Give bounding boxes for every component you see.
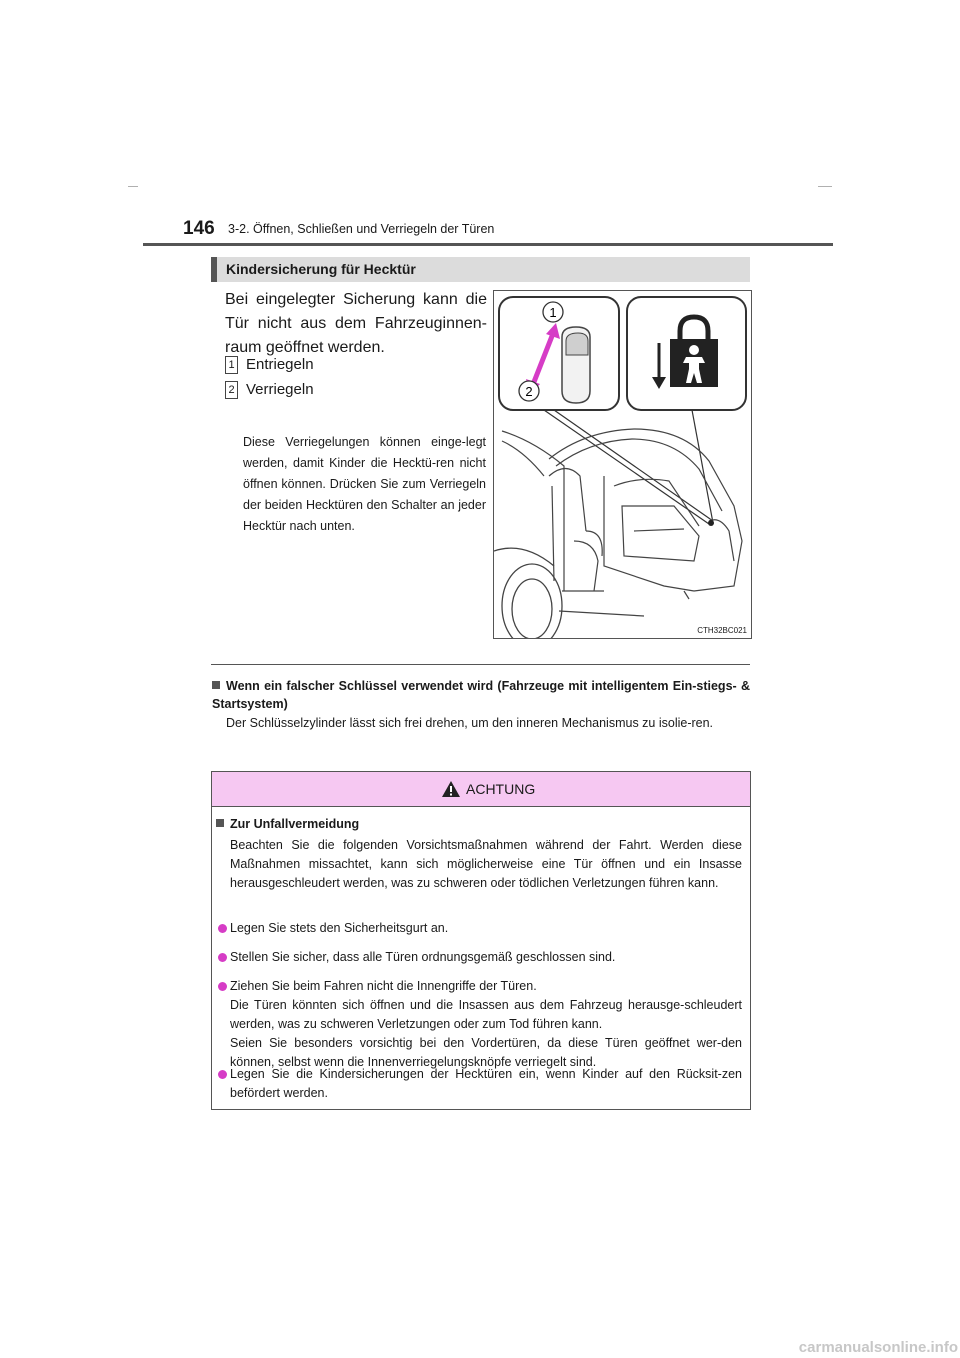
child-lock-illustration xyxy=(493,290,752,639)
section-title-bar xyxy=(211,257,750,282)
section-separator xyxy=(211,664,750,665)
warning-bullet xyxy=(216,977,742,1072)
crop-mark-left xyxy=(128,186,138,187)
square-bullet-icon xyxy=(216,819,224,827)
section-note: Diese Verriegelungen können einge-legt werden, damit Kinder die Hecktü-ren nicht öffnen können. Drücken Sie zum Verriegeln der beiden Hecktüren den Schalter an jeder Hecktür nach unten. xyxy=(243,435,486,533)
list-item-unlock xyxy=(225,356,314,374)
bullet-text: Stellen Sie sicher, dass alle Türen ordnungsgemäß geschlossen sind. xyxy=(230,950,616,964)
bullet-dot-icon xyxy=(218,924,227,933)
section-intro: Bei eingelegter Sicherung kann die Tür nicht aus dem Fahrzeuginnen-raum geöffnet werden. xyxy=(225,291,487,356)
crop-mark-right xyxy=(818,186,832,187)
list-item-label: Entriegeln xyxy=(246,356,314,373)
list-item-label: Verriegeln xyxy=(246,381,314,398)
warning-text: Beachten Sie die folgenden Vorsichtsmaßnahmen während der Fahrt. Werden diese Maßnahmen missachtet, kann sich möglicherweise eine Tür öffnen und ein Insasse herausgeschleudert werden, was zu schweren oder tödlichen Verletzungen führen kann. xyxy=(230,838,742,890)
warning-bullet xyxy=(216,1065,742,1103)
callout-1-label: 1 xyxy=(549,305,557,320)
bullet-text: Ziehen Sie beim Fahren nicht die Innengriffe der Türen. xyxy=(230,979,537,993)
bullet-dot-icon xyxy=(218,982,227,991)
warning-heading xyxy=(216,817,359,831)
bullet-dot-icon xyxy=(218,1070,227,1079)
section-title: Kindersicherung für Hecktür xyxy=(226,261,416,277)
header-rule xyxy=(143,243,833,246)
subsection-title: Wenn ein falscher Schlüssel verwendet wird (Fahrzeuge mit intelligentem Ein-stiegs- & Startsystem) xyxy=(212,679,750,711)
subsection-body: Der Schlüsselzylinder lässt sich frei drehen, um den inneren Mechanismus zu isolie-ren. xyxy=(226,716,714,730)
callout-2 xyxy=(519,381,539,401)
bullet-dot-icon xyxy=(218,953,227,962)
bullet-text: Die Türen könnten sich öffnen und die Insassen aus dem Fahrzeug herausge-schleudert werden, was zu schweren Verletzungen oder zum Tod führen kann. xyxy=(230,998,742,1031)
warning-triangle-icon xyxy=(441,780,461,798)
car-door-drawing xyxy=(494,291,751,638)
list-item-lock xyxy=(225,381,314,399)
callout-1 xyxy=(543,302,563,322)
square-bullet-icon xyxy=(212,681,220,689)
bullet-text: Legen Sie die Kindersicherungen der Hecktüren ein, wenn Kinder auf den Rücksit-zen befördert werden. xyxy=(230,1067,742,1100)
warning-heading-text: Zur Unfallvermeidung xyxy=(230,817,360,831)
watermark: carmanualsonline.info xyxy=(798,1339,958,1356)
warning-title-bar xyxy=(212,772,750,807)
subsection-heading xyxy=(212,677,750,713)
warning-label: ACHTUNG xyxy=(466,781,536,797)
figure-code: CTH32BC021 xyxy=(697,626,747,635)
warning-bullet xyxy=(216,919,742,938)
warning-body xyxy=(212,807,750,1109)
warning-bullet xyxy=(216,948,742,967)
section-accent xyxy=(211,257,217,282)
bullet-text: Legen Sie stets den Sicherheitsgurt an. xyxy=(230,921,449,935)
callout-2-label: 2 xyxy=(525,384,533,399)
chapter-title: 3-2. Öffnen, Schließen und Verriegeln der Türen xyxy=(228,222,495,236)
bullet-text: Seien Sie besonders vorsichtig bei den Vordertüren, da diese Türen geöffnet wer-den können, selbst wenn die Innenverriegelungsknöpfe verriegelt sind. xyxy=(230,1036,742,1069)
callout-number: 1 xyxy=(225,356,238,374)
callout-number: 2 xyxy=(225,381,238,399)
warning-box xyxy=(211,771,751,1110)
page-number: 146 xyxy=(183,218,215,239)
